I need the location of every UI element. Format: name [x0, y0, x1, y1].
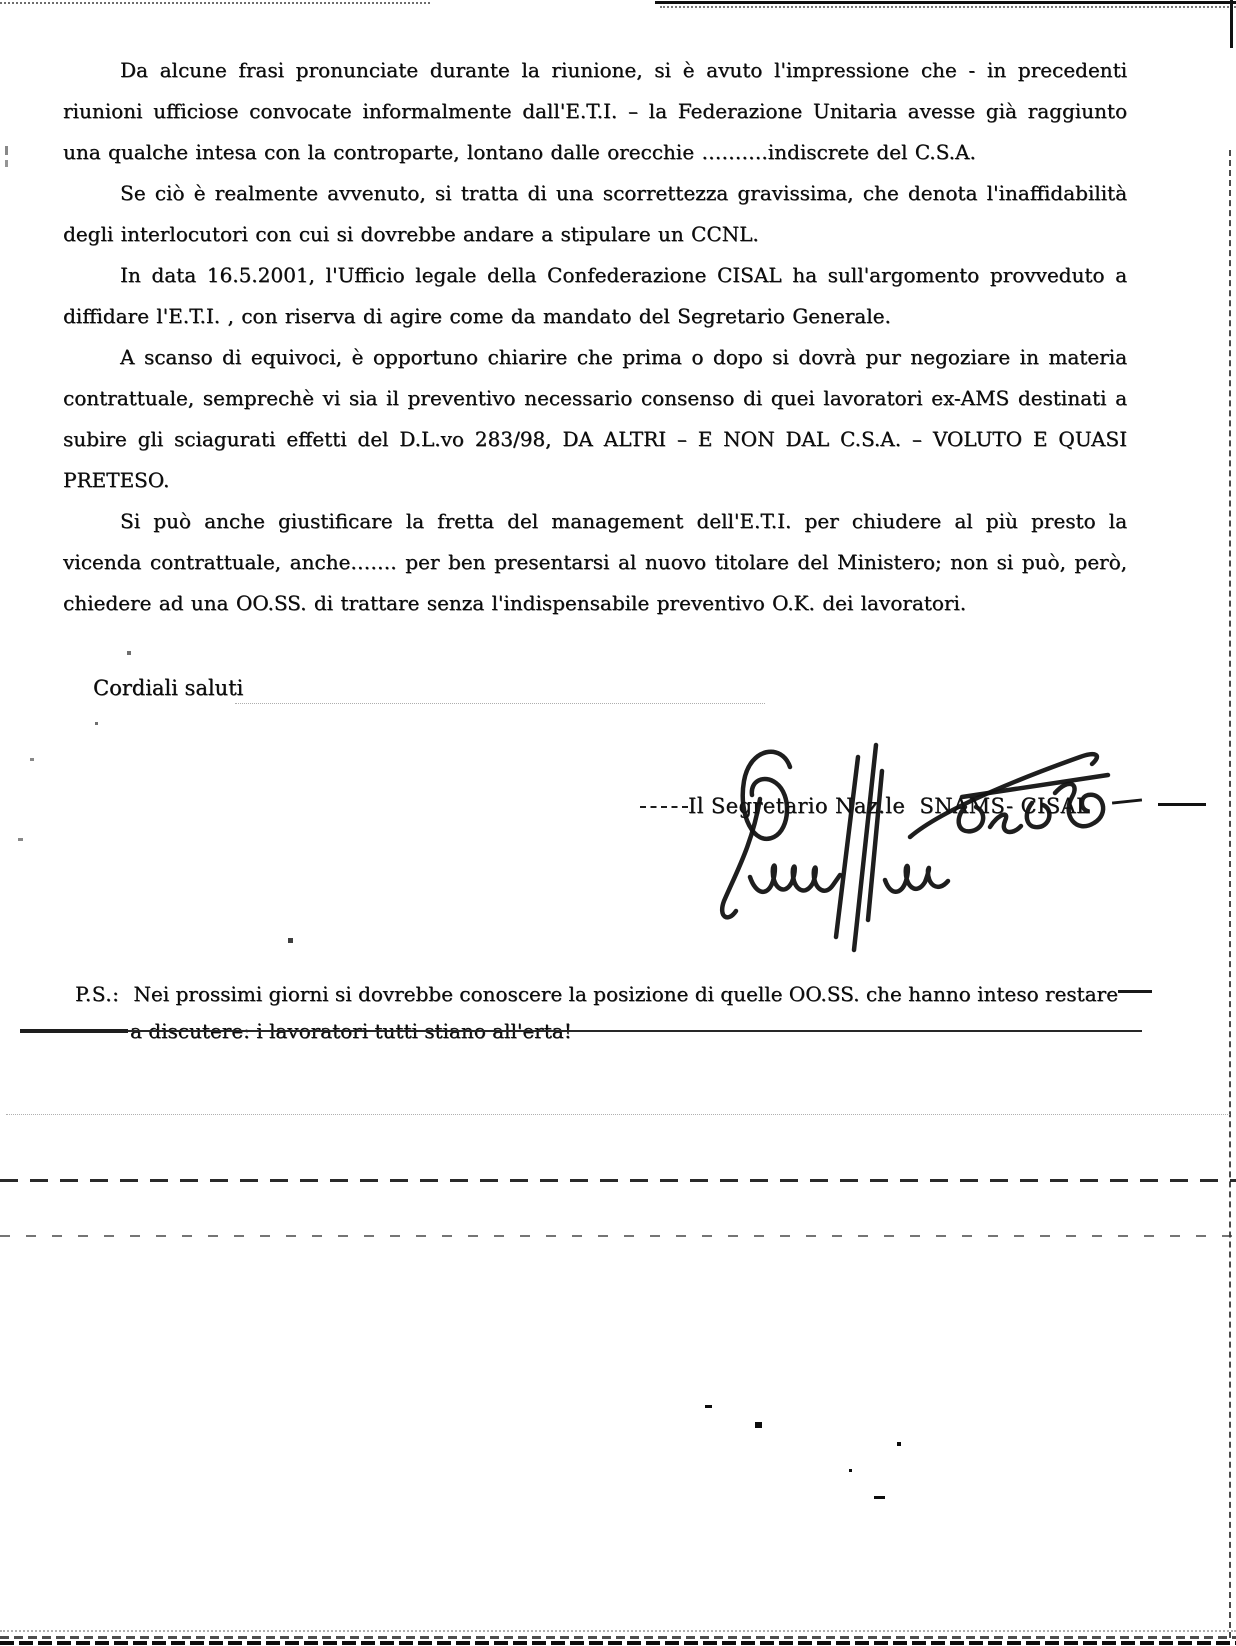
scan-artifact-right-edge-line: [1229, 150, 1231, 1638]
handwritten-signature: [630, 715, 1130, 960]
toner-speck: [30, 758, 34, 761]
scan-artifact-dash: [1118, 990, 1152, 993]
paragraph-1: Da alcune frasi pronunciate durante la riunione, si è avuto l'impressione che - in precedenti riunioni ufficiose convocate informalmente dall'E.T.I. – la Federazione Unitaria avesse già raggiunto una qualche intesa con la controparte, lontano dalle orecchie ……….indiscrete del C.S.A.: [63, 58, 1127, 164]
scan-artifact-dash: [1112, 798, 1142, 804]
paragraph-5: Si può anche giustificare la fretta del management dell'E.T.I. per chiudere al più presto la vicenda contrattuale, anche……. per ben presentarsi al nuovo titolare del Ministero; non si può, però, chiedere ad una OO.SS. di trattare senza l'indispensabile preventivo O.K. dei lavoratori.: [63, 509, 1127, 615]
scan-artifact-top-dark-line: [655, 1, 1236, 4]
scan-artifact-bottom-speckle: [0, 1636, 1236, 1639]
toner-speck: [5, 146, 8, 155]
paragraph-2: Se ciò è realmente avvenuto, si tratta di una scorrettezza gravissima, che denota l'inaffidabilità degli interlocutori con cui si dovrebbe andare a stipulare un CCNL.: [63, 181, 1127, 246]
scan-artifact-dashes: [640, 806, 688, 808]
toner-speck: [18, 838, 23, 841]
postscript-line2: a discutere: i lavoratori tutti stiano all'erta!: [130, 1019, 572, 1043]
scan-artifact-dash: [1158, 803, 1206, 806]
scan-artifact-faint-line: [6, 1114, 1230, 1115]
scan-artifact-dotted-line: [235, 703, 765, 704]
scan-artifact-right-edge-line: [1230, 0, 1233, 48]
paragraph-4: A scanso di equivoci, è opportuno chiarire che prima o dopo si dovrà pur negoziare in materia contrattuale, semprechè vi sia il preventivo necessario consenso di quei lavoratori ex-AMS destinati a subire gli sciagurati effetti del D.L.vo 283/98, DA ALTRI – E NON DAL C.S.A. – VOLUTO E QUASI PRETESO.: [63, 345, 1127, 492]
toner-speck: [705, 1405, 712, 1408]
scan-artifact-horizontal-rule: [20, 1030, 1142, 1032]
postscript: [75, 976, 1195, 1050]
scan-artifact-top-dotted-line: [0, 2, 430, 4]
toner-speck: [127, 651, 131, 655]
scan-artifact-top-dotted-line: [660, 6, 1236, 8]
postscript-line1: Nei prossimi giorni si dovrebbe conoscere la posizione di quelle OO.SS. che hanno inteso restare: [133, 982, 1118, 1006]
toner-speck: [897, 1442, 901, 1446]
scan-artifact-broken-line: [0, 1235, 1236, 1237]
scan-artifact-broken-line: [0, 1179, 1236, 1182]
signature-role-line: Il Segretario Naz.le SNAMS- CISAL: [688, 794, 1091, 818]
toner-speck: [755, 1422, 762, 1428]
paragraph-3: In data 16.5.2001, l'Ufficio legale della Confederazione CISAL ha sull'argomento provveduto a diffidare l'E.T.I. , con riserva di agire come da mandato del Segretario Generale.: [63, 263, 1127, 328]
letter-body: [63, 50, 1127, 624]
toner-speck: [95, 722, 98, 725]
toner-speck: [874, 1496, 885, 1499]
toner-speck: [849, 1469, 852, 1472]
postscript-label: P.S.:: [75, 982, 120, 1006]
scan-artifact-bottom-speckle: [0, 1641, 1236, 1645]
toner-speck: [288, 938, 293, 943]
scan-artifact-horizontal-rule: [20, 1029, 128, 1033]
closing-salutation: Cordiali saluti: [93, 676, 244, 700]
scan-artifact-bottom-speckle: [0, 1630, 1236, 1632]
toner-speck: [5, 160, 8, 167]
